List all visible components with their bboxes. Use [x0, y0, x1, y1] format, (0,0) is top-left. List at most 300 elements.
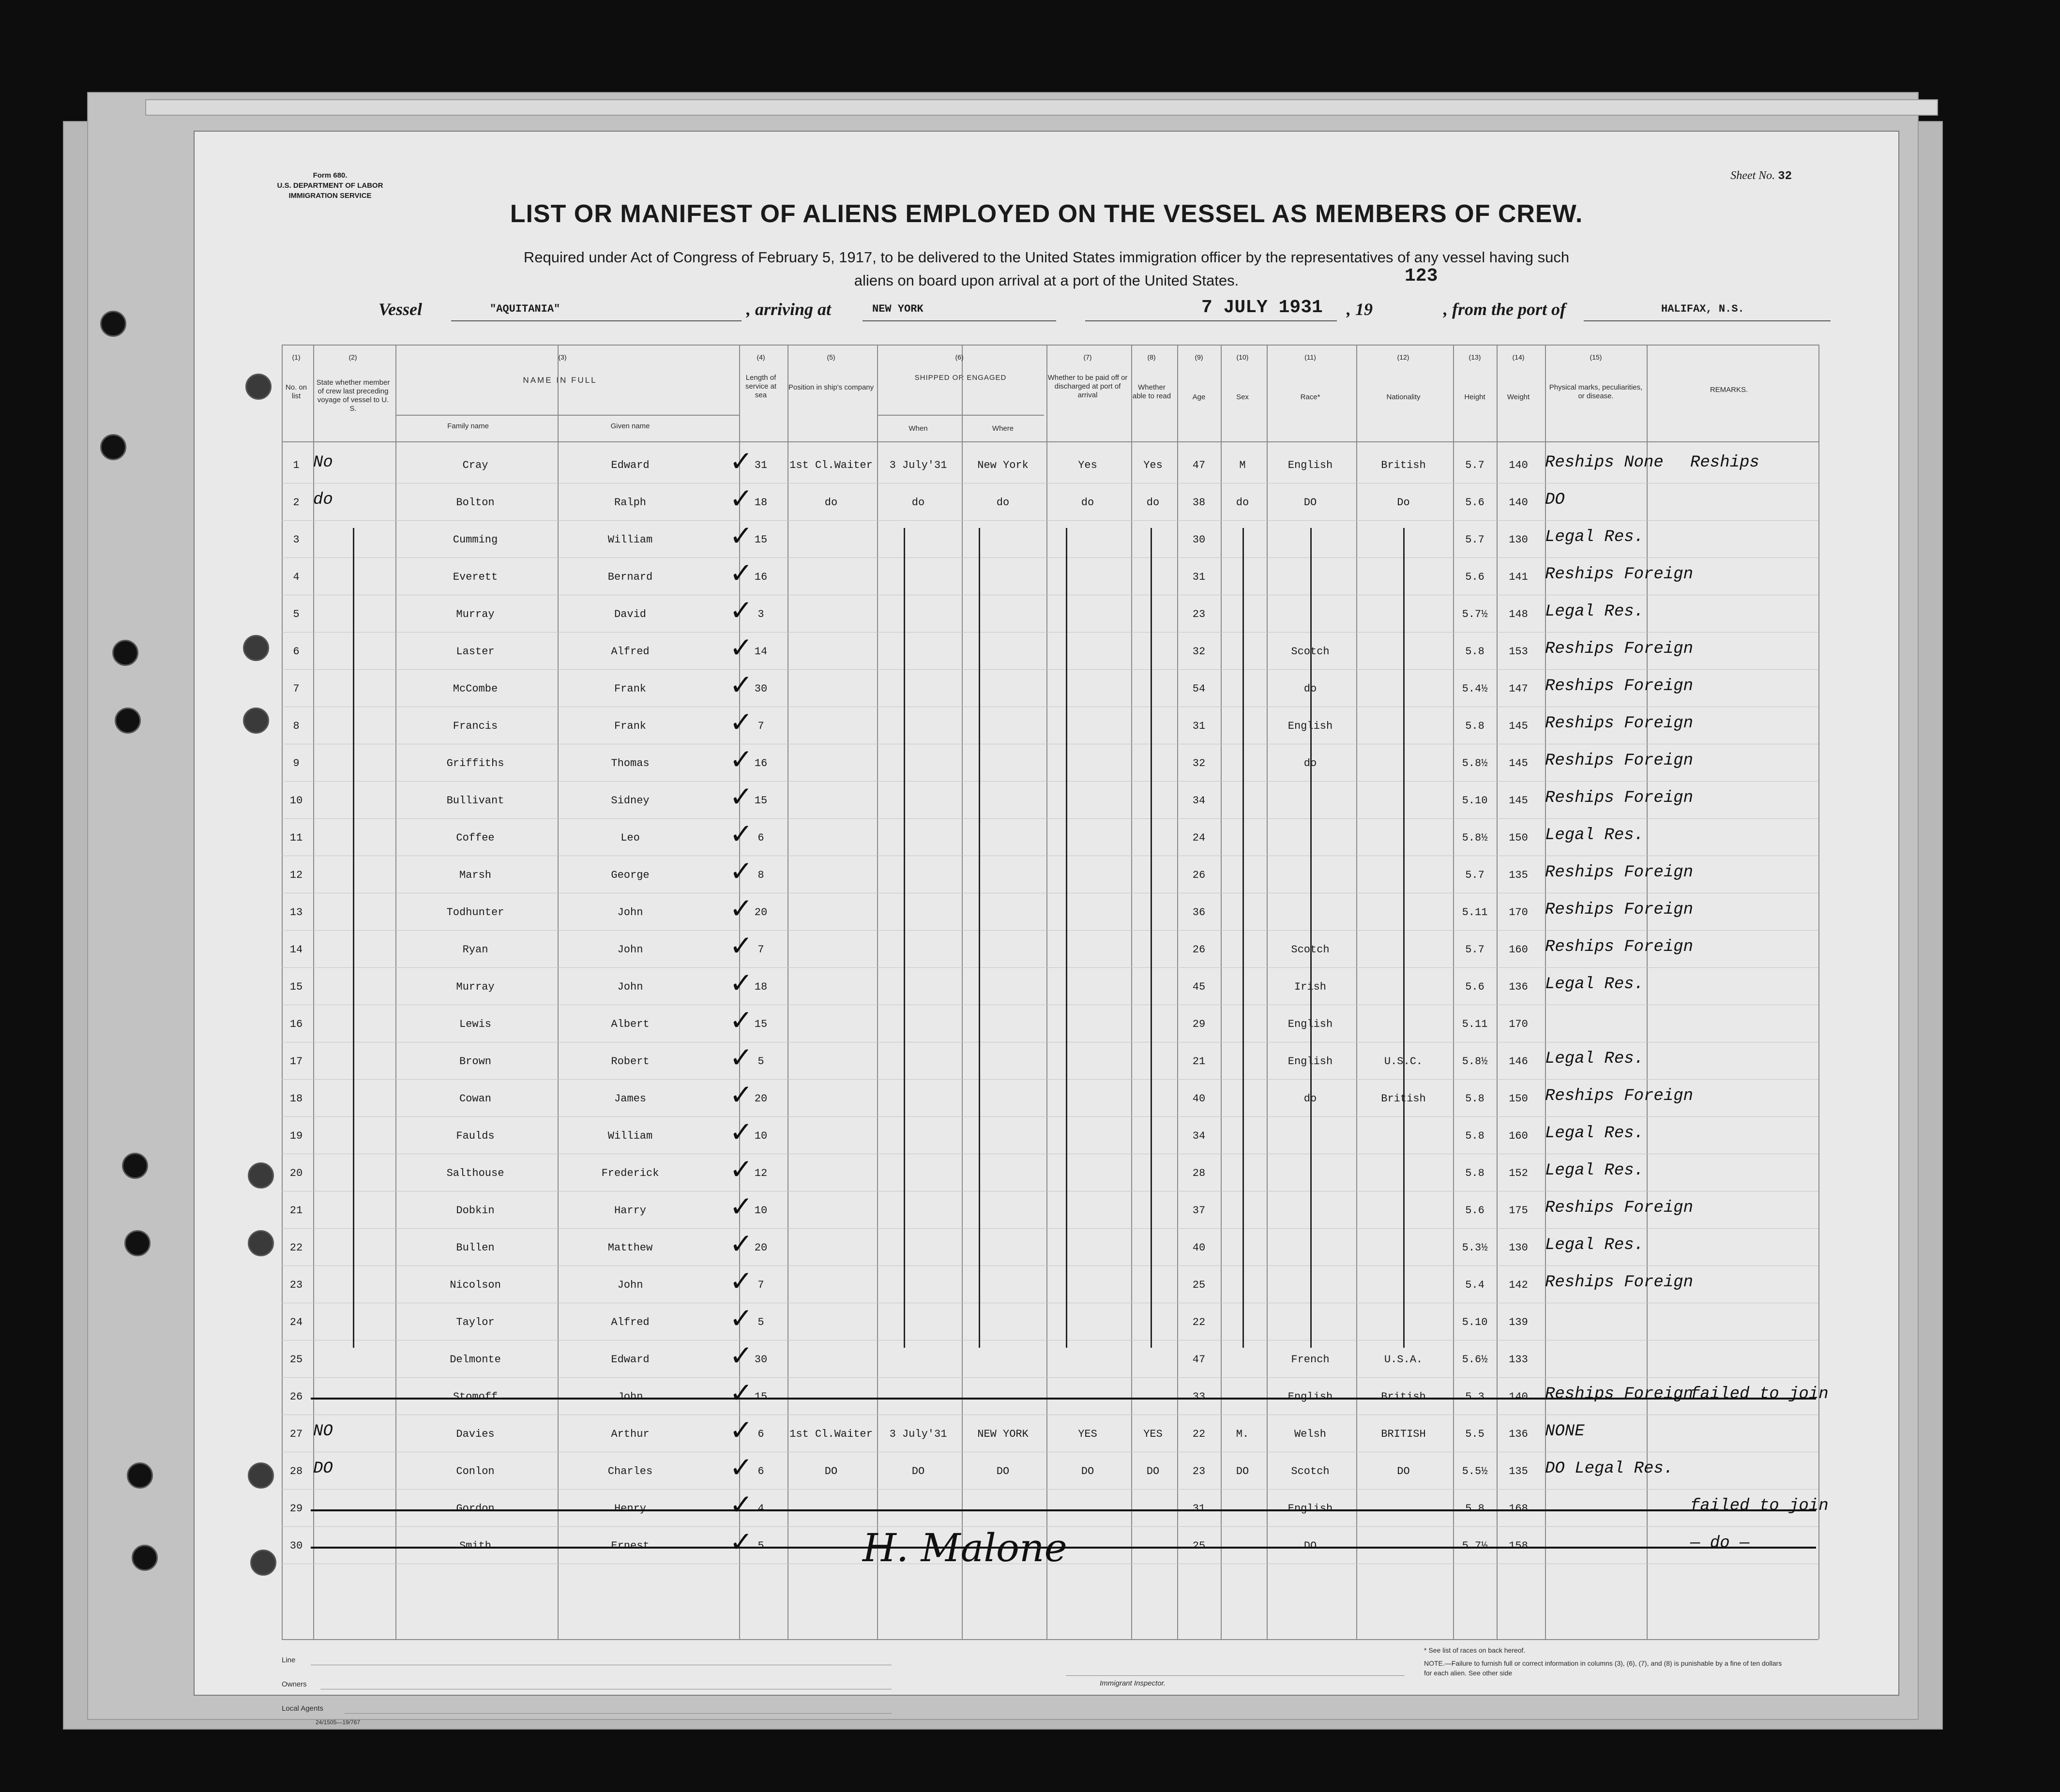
- cell-family: Nicolson: [450, 1279, 501, 1291]
- cell-family: Gordon: [456, 1503, 495, 1515]
- cell-age: 31: [1192, 1503, 1206, 1515]
- cell-service: 7: [757, 720, 764, 732]
- cell-given: John: [617, 1279, 643, 1291]
- cell-family: Todhunter: [446, 906, 504, 919]
- cell-given: John: [617, 906, 643, 919]
- cell-given: John: [617, 944, 643, 956]
- cell-family: Davies: [456, 1428, 495, 1440]
- cell-race: do: [1303, 1093, 1317, 1105]
- cell-age: 32: [1192, 757, 1206, 769]
- check-mark-icon: ✓: [729, 1488, 753, 1521]
- cell-service: 6: [757, 1428, 764, 1440]
- footer-line-label: Line: [282, 1656, 296, 1664]
- column-number: (5): [827, 353, 835, 361]
- punch-hole: [122, 1153, 148, 1179]
- cell-family: Murray: [456, 608, 495, 620]
- cell-given: Sidney: [611, 795, 650, 807]
- cell-age: 40: [1192, 1093, 1206, 1105]
- cell-physical: Legal Res.: [1545, 1124, 1644, 1143]
- cell-given: Arthur: [611, 1428, 650, 1440]
- cell-nationality: Do: [1397, 497, 1410, 509]
- cell-race: do: [1303, 757, 1317, 769]
- check-mark-icon: ✓: [729, 1227, 753, 1260]
- cell-given: Frank: [614, 720, 646, 732]
- header-member-previous-voyage: State whether member of crew last preceding voyage of vessel to U. S.: [316, 378, 390, 413]
- header-when: When: [909, 424, 928, 433]
- cell-height: 5.6: [1465, 497, 1484, 509]
- header-position: Position in ship's company: [788, 383, 874, 392]
- cell-height: 5.8: [1465, 1167, 1484, 1179]
- cell-no: 19: [289, 1130, 303, 1142]
- cell-weight: 130: [1509, 534, 1528, 546]
- arriving-port: NEW YORK: [872, 303, 924, 315]
- cell-weight: 148: [1509, 608, 1528, 620]
- ditto-stroke: [904, 528, 905, 1348]
- cell-age: 30: [1192, 534, 1206, 546]
- cell-physical: Reships Foreign: [1545, 677, 1694, 695]
- cell-given: Alfred: [611, 1316, 650, 1328]
- cell-when: DO: [911, 1465, 925, 1477]
- cell-service: 6: [757, 1465, 764, 1477]
- ditto-stroke: [1066, 528, 1067, 1348]
- cell-height: 5.4½: [1462, 683, 1488, 695]
- cell-paid: DO: [1081, 1465, 1094, 1477]
- cell-member: DO: [313, 1460, 333, 1478]
- cell-race: English: [1288, 1503, 1333, 1515]
- punch-hole: [100, 434, 126, 460]
- cell-given: Bernard: [607, 571, 653, 583]
- cell-race: Irish: [1294, 981, 1326, 993]
- check-mark-icon: ✓: [729, 1525, 753, 1558]
- cell-family: Bullen: [456, 1242, 495, 1254]
- header-length-of-service: Length of service at sea: [745, 374, 777, 399]
- ditto-stroke: [1403, 528, 1405, 1348]
- column-number: (13): [1469, 353, 1481, 361]
- cell-age: 34: [1192, 795, 1206, 807]
- cell-physical: Reships Foreign: [1545, 640, 1694, 658]
- cell-physical: Legal Res.: [1545, 602, 1644, 621]
- cell-no: 29: [289, 1503, 303, 1515]
- column-rule: [1046, 345, 1047, 1639]
- cell-height: 5.8: [1465, 646, 1484, 658]
- year-label: , 19: [1347, 300, 1373, 319]
- cell-weight: 152: [1509, 1167, 1528, 1179]
- cell-service: 15: [754, 795, 768, 807]
- header-race: Race*: [1300, 393, 1320, 401]
- cell-service: 3: [757, 608, 764, 620]
- header-remarks: REMARKS.: [1710, 386, 1748, 394]
- cell-physical: Reships None: [1545, 453, 1664, 472]
- check-mark-icon: ✓: [729, 1004, 753, 1037]
- cell-height: 5.10: [1462, 1316, 1488, 1328]
- cell-height: 5.7½: [1462, 1540, 1488, 1552]
- sheet-value: 32: [1778, 170, 1792, 183]
- check-mark-icon: ✓: [729, 631, 753, 664]
- cell-paid: do: [1081, 497, 1094, 509]
- cell-service: 16: [754, 571, 768, 583]
- cell-paid: YES: [1078, 1428, 1097, 1440]
- cell-height: 5.7: [1465, 534, 1484, 546]
- check-mark-icon: ✓: [729, 743, 753, 776]
- paper-stack-edge: [145, 99, 1938, 116]
- cell-service: 7: [757, 1279, 764, 1291]
- cell-height: 5.7: [1465, 869, 1484, 881]
- ditto-stroke: [1310, 528, 1312, 1348]
- cell-weight: 136: [1509, 981, 1528, 993]
- cell-family: Brown: [459, 1055, 491, 1068]
- cell-physical: Reships Foreign: [1545, 1087, 1694, 1105]
- column-rule: [1818, 345, 1819, 1639]
- cell-service: 16: [754, 757, 768, 769]
- inspector-signature: H. Malone: [863, 1525, 1067, 1570]
- check-mark-icon: ✓: [729, 1115, 753, 1148]
- cell-no: 3: [293, 534, 300, 546]
- cell-weight: 139: [1509, 1316, 1528, 1328]
- manifest-sheet: [194, 131, 1899, 1726]
- cell-height: 5.6: [1465, 571, 1484, 583]
- check-mark-icon: ✓: [729, 1041, 753, 1074]
- column-rule: [1356, 345, 1357, 1639]
- cell-age: 28: [1192, 1167, 1206, 1179]
- cell-no: 28: [289, 1465, 303, 1477]
- cell-weight: 175: [1509, 1205, 1528, 1217]
- cell-no: 6: [293, 646, 300, 658]
- cell-no: 15: [289, 981, 303, 993]
- cell-age: 54: [1192, 683, 1206, 695]
- cell-family: Taylor: [456, 1316, 495, 1328]
- cell-given: John: [617, 1391, 643, 1403]
- cell-weight: 142: [1509, 1279, 1528, 1291]
- header-where: Where: [992, 424, 1014, 433]
- cell-family: McCombe: [453, 683, 498, 695]
- cell-service: 4: [757, 1503, 764, 1515]
- cell-age: 26: [1192, 944, 1206, 956]
- cell-physical: Reships Foreign: [1545, 863, 1694, 882]
- cell-weight: 158: [1509, 1540, 1528, 1552]
- cell-nationality: BRITISH: [1381, 1428, 1426, 1440]
- cell-race: Welsh: [1294, 1428, 1326, 1440]
- cell-family: Conlon: [456, 1465, 495, 1477]
- cell-service: 8: [757, 869, 764, 881]
- column-number: (1): [292, 353, 301, 361]
- cell-weight: 147: [1509, 683, 1528, 695]
- cell-height: 5.6½: [1462, 1354, 1488, 1366]
- column-number: (15): [1590, 353, 1602, 361]
- cell-service: 15: [754, 1391, 768, 1403]
- cell-no: 20: [289, 1167, 303, 1179]
- cell-family: Ryan: [462, 944, 488, 956]
- cell-age: 31: [1192, 720, 1206, 732]
- cell-age: 21: [1192, 1055, 1206, 1068]
- cell-height: 5.8: [1465, 720, 1484, 732]
- cell-service: 31: [754, 459, 768, 471]
- cell-no: 4: [293, 571, 300, 583]
- cell-service: 14: [754, 646, 768, 658]
- cell-weight: 145: [1509, 757, 1528, 769]
- cell-service: 20: [754, 1242, 768, 1254]
- cell-family: Francis: [453, 720, 498, 732]
- cell-remarks: — do —: [1690, 1534, 1750, 1552]
- cell-weight: 141: [1509, 571, 1528, 583]
- cell-height: 5.11: [1462, 906, 1488, 919]
- cell-family: Murray: [456, 981, 495, 993]
- cell-age: 23: [1192, 1465, 1206, 1477]
- cell-height: 5.7: [1465, 459, 1484, 471]
- cell-age: 38: [1192, 497, 1206, 509]
- print-code: 24/1505—19/767: [316, 1719, 361, 1726]
- cell-given: Alfred: [611, 646, 650, 658]
- cell-position: do: [824, 497, 838, 509]
- cell-service: 5: [757, 1316, 764, 1328]
- cell-height: 5.6: [1465, 1205, 1484, 1217]
- cell-read: Yes: [1143, 459, 1163, 471]
- cell-nationality: DO: [1397, 1465, 1410, 1477]
- cell-weight: 133: [1509, 1354, 1528, 1366]
- cell-weight: 160: [1509, 1130, 1528, 1142]
- punch-hole: [112, 640, 138, 666]
- header-shipped-or-engaged: SHIPPED OR ENGAGED: [914, 374, 1007, 382]
- check-mark-icon: ✓: [729, 1414, 753, 1446]
- cell-physical: NONE: [1545, 1422, 1585, 1441]
- cell-height: 5.7½: [1462, 608, 1488, 620]
- cell-height: 5.5: [1465, 1428, 1484, 1440]
- cell-family: Laster: [456, 646, 495, 658]
- cell-no: 14: [289, 944, 303, 956]
- check-mark-icon: ✓: [729, 929, 753, 962]
- cell-family: Griffiths: [446, 757, 504, 769]
- cell-age: 45: [1192, 981, 1206, 993]
- header-physical-marks: Physical marks, peculiarities, or disease.: [1549, 383, 1643, 400]
- check-mark-icon: ✓: [729, 1153, 753, 1186]
- column-number: (6): [955, 353, 964, 361]
- cell-nationality: U.S.C.: [1384, 1055, 1423, 1068]
- check-mark-icon: ✓: [729, 966, 753, 999]
- requirement-line-1: Required under Act of Congress of February 5, 1917, to be delivered to the United States immigration officer by the representatives of any vessel having such: [523, 249, 1570, 266]
- cell-height: 5.7: [1465, 944, 1484, 956]
- cell-physical: Legal Res.: [1545, 1161, 1644, 1180]
- cell-family: Stomoff: [453, 1391, 498, 1403]
- punch-hole: [127, 1462, 153, 1489]
- cell-height: 5.5½: [1462, 1465, 1488, 1477]
- cell-height: 5.11: [1462, 1018, 1488, 1030]
- column-number: (12): [1397, 353, 1409, 361]
- inspector-label: Immigrant Inspector.: [1100, 1679, 1166, 1687]
- cell-height: 5.6: [1465, 981, 1484, 993]
- cell-height: 5.3: [1465, 1391, 1484, 1403]
- cell-service: 7: [757, 944, 764, 956]
- cell-age: 22: [1192, 1316, 1206, 1328]
- header-age: Age: [1192, 393, 1206, 401]
- cell-read: YES: [1143, 1428, 1163, 1440]
- check-mark-icon: ✓: [729, 1376, 753, 1409]
- cell-no: 8: [293, 720, 300, 732]
- cell-when: do: [911, 497, 925, 509]
- cell-weight: 135: [1509, 1465, 1528, 1477]
- cell-physical: Reships Foreign: [1545, 1199, 1694, 1217]
- cell-physical: Reships Foreign: [1545, 901, 1694, 919]
- cell-service: 30: [754, 1354, 768, 1366]
- cell-race: DO: [1303, 497, 1317, 509]
- crew-table: [195, 132, 1898, 1695]
- from-port: HALIFAX, N.S.: [1661, 303, 1744, 315]
- cell-service: 6: [757, 832, 764, 844]
- cell-race: do: [1303, 683, 1317, 695]
- cell-no: 30: [289, 1540, 303, 1552]
- check-mark-icon: ✓: [729, 706, 753, 738]
- footer-agents-label: Local Agents: [282, 1704, 323, 1713]
- cell-no: 22: [289, 1242, 303, 1254]
- check-mark-icon: ✓: [729, 482, 753, 515]
- cell-age: 47: [1192, 1354, 1206, 1366]
- cell-member: do: [313, 491, 333, 509]
- cell-physical: DO: [1545, 491, 1565, 509]
- cell-family: Marsh: [459, 869, 491, 881]
- cell-age: 29: [1192, 1018, 1206, 1030]
- cell-given: William: [607, 1130, 653, 1142]
- punch-hole: [132, 1545, 158, 1571]
- cell-family: Bolton: [456, 497, 495, 509]
- cell-given: Charles: [607, 1465, 653, 1477]
- footer-owners-label: Owners: [282, 1680, 307, 1688]
- cell-position: 1st Cl.Waiter: [789, 459, 873, 471]
- header-sex: Sex: [1236, 393, 1249, 401]
- cell-age: 24: [1192, 832, 1206, 844]
- cell-nationality: U.S.A.: [1384, 1354, 1423, 1366]
- cell-given: Edward: [611, 459, 650, 471]
- cell-race: English: [1288, 720, 1333, 732]
- check-mark-icon: ✓: [729, 557, 753, 589]
- cell-sex: M: [1239, 459, 1246, 471]
- cell-weight: 170: [1509, 1018, 1528, 1030]
- cell-no: 10: [289, 795, 303, 807]
- page-title: LIST OR MANIFEST OF ALIENS EMPLOYED ON THE VESSEL AS MEMBERS OF CREW.: [510, 200, 1583, 228]
- cell-given: Matthew: [607, 1242, 653, 1254]
- cell-where: do: [996, 497, 1010, 509]
- ditto-stroke: [979, 528, 980, 1348]
- punch-hole: [124, 1230, 151, 1256]
- cell-weight: 140: [1509, 497, 1528, 509]
- cell-position: 1st Cl.Waiter: [789, 1428, 873, 1440]
- cell-service: 5: [757, 1055, 764, 1068]
- penalty-note: NOTE.—Failure to furnish full or correct information in columns (3), (6), (7), and (8) is punishable by a fine of ten dollars for each alien. See other side: [1424, 1659, 1782, 1677]
- cell-physical: DO Legal Res.: [1545, 1460, 1674, 1478]
- check-mark-icon: ✓: [729, 445, 753, 478]
- cell-physical: Reships Foreign: [1545, 938, 1694, 956]
- column-number: (14): [1512, 353, 1525, 361]
- cell-age: 33: [1192, 1391, 1206, 1403]
- cell-weight: 146: [1509, 1055, 1528, 1068]
- cell-no: 23: [289, 1279, 303, 1291]
- cell-weight: 168: [1509, 1503, 1528, 1515]
- cell-when: 3 July'31: [889, 1428, 947, 1440]
- column-rule: [1131, 345, 1132, 1639]
- cell-age: 23: [1192, 608, 1206, 620]
- department-name: U.S. DEPARTMENT OF LABOR: [277, 181, 383, 190]
- check-mark-icon: ✓: [729, 780, 753, 813]
- arrival-date: 7 JULY 1931: [1201, 297, 1323, 318]
- cell-no: 26: [289, 1391, 303, 1403]
- column-number: (4): [757, 353, 765, 361]
- cell-service: 30: [754, 683, 768, 695]
- cell-age: 47: [1192, 459, 1206, 471]
- cell-given: James: [614, 1093, 646, 1105]
- ditto-stroke: [1242, 528, 1244, 1348]
- cell-given: Albert: [611, 1018, 650, 1030]
- punch-hole: [100, 311, 126, 337]
- cell-age: 34: [1192, 1130, 1206, 1142]
- header-family-name: Family name: [447, 422, 489, 430]
- check-mark-icon: ✓: [729, 1302, 753, 1335]
- arriving-label: , arriving at: [746, 300, 832, 319]
- cell-age: 25: [1192, 1540, 1206, 1552]
- cell-sex: DO: [1236, 1465, 1249, 1477]
- check-mark-icon: ✓: [729, 1190, 753, 1223]
- check-mark-icon: ✓: [729, 892, 753, 925]
- cell-given: Thomas: [611, 757, 650, 769]
- cell-read: do: [1146, 497, 1160, 509]
- column-number: (3): [558, 353, 567, 361]
- cell-age: 26: [1192, 869, 1206, 881]
- cell-height: 5.8½: [1462, 832, 1488, 844]
- cell-given: David: [614, 608, 646, 620]
- form-number: Form 680.: [313, 171, 348, 180]
- cell-no: 24: [289, 1316, 303, 1328]
- check-mark-icon: ✓: [729, 594, 753, 627]
- cell-service: 15: [754, 1018, 768, 1030]
- cell-where: New York: [977, 459, 1029, 471]
- cell-no: 13: [289, 906, 303, 919]
- cell-weight: 170: [1509, 906, 1528, 919]
- check-mark-icon: ✓: [729, 1078, 753, 1111]
- cell-race: English: [1288, 459, 1333, 471]
- cell-physical: Reships Foreign: [1545, 1273, 1694, 1292]
- cell-weight: 160: [1509, 944, 1528, 956]
- cell-remarks: failed to join: [1690, 1497, 1829, 1515]
- cell-given: Edward: [611, 1354, 650, 1366]
- cell-race: English: [1288, 1391, 1333, 1403]
- cell-nationality: British: [1381, 1093, 1426, 1105]
- cell-age: 37: [1192, 1205, 1206, 1217]
- cell-age: 25: [1192, 1279, 1206, 1291]
- ditto-stroke: [353, 528, 354, 1348]
- from-label: , from the port of: [1443, 300, 1566, 319]
- cell-weight: 130: [1509, 1242, 1528, 1254]
- cell-age: 22: [1192, 1428, 1206, 1440]
- cell-given: William: [607, 534, 653, 546]
- cell-no: 12: [289, 869, 303, 881]
- cell-race: Scotch: [1291, 1465, 1330, 1477]
- cell-service: 5: [757, 1540, 764, 1552]
- cell-paid: Yes: [1078, 459, 1097, 471]
- cell-remarks: Reships: [1690, 453, 1759, 472]
- column-rule: [962, 345, 963, 1639]
- cell-member: No: [313, 453, 333, 472]
- cell-physical: Legal Res.: [1545, 1050, 1644, 1068]
- check-mark-icon: ✓: [729, 668, 753, 701]
- ditto-stroke: [1151, 528, 1152, 1348]
- cell-given: Robert: [611, 1055, 650, 1068]
- cell-race: French: [1291, 1354, 1330, 1366]
- cell-weight: 153: [1509, 646, 1528, 658]
- cell-weight: 140: [1509, 1391, 1528, 1403]
- cell-given: Ernest: [611, 1540, 650, 1552]
- cell-service: 18: [754, 497, 768, 509]
- vessel-label: Vessel: [379, 300, 422, 319]
- column-number: (11): [1304, 353, 1316, 361]
- cell-nationality: British: [1381, 1391, 1426, 1403]
- cell-no: 17: [289, 1055, 303, 1068]
- punch-hole: [115, 708, 141, 734]
